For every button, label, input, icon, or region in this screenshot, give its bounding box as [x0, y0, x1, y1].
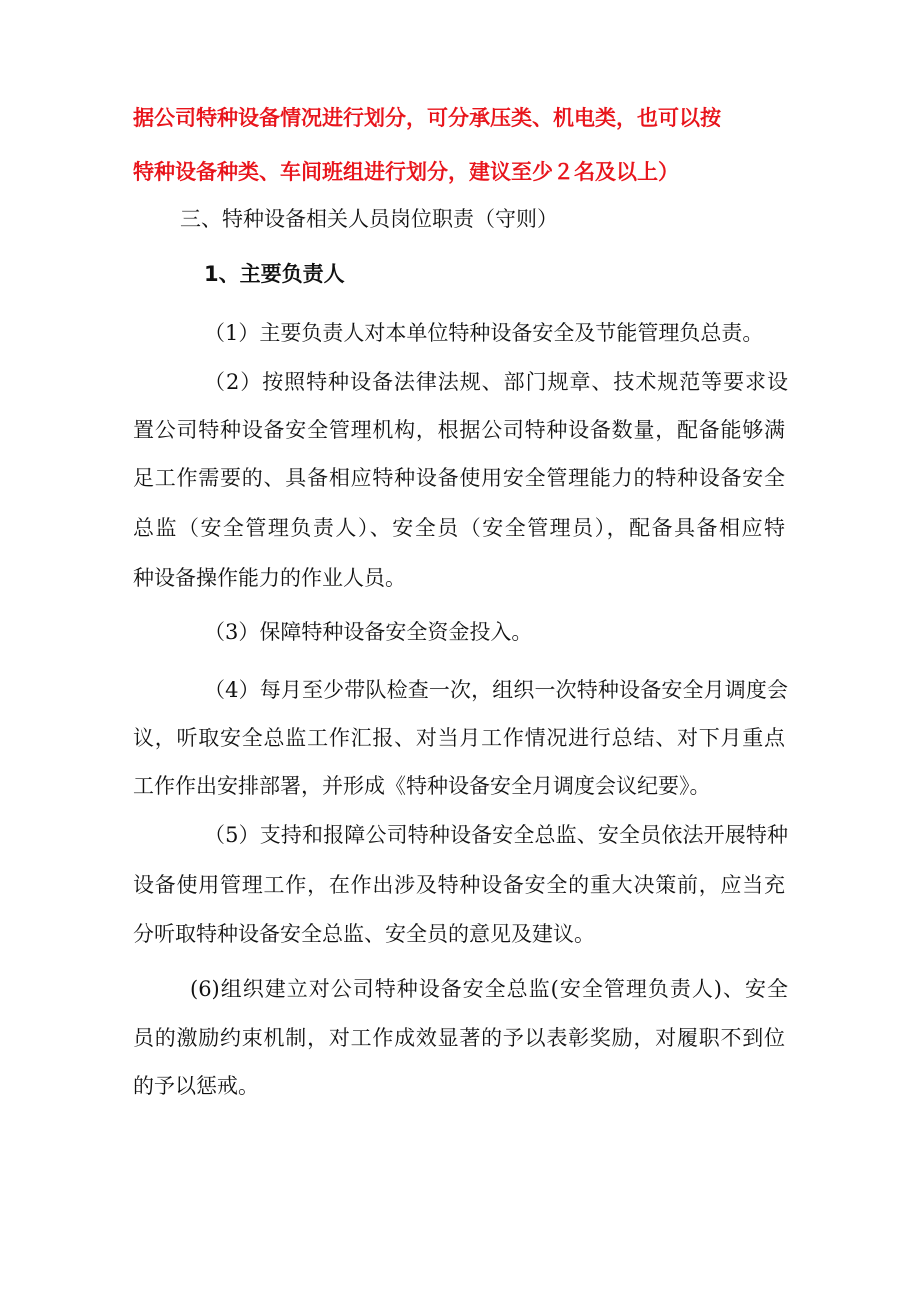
item-2-line-2: 置公司特种设备安全管理机构，根据公司特种设备数量，配备能够满: [133, 418, 785, 442]
item-2-line-5: 种设备操作能力的作业人员。: [133, 566, 406, 590]
item-1: （1）主要负责人对本单位特种设备安全及节能管理负总责。: [204, 321, 764, 345]
intro-line-1: 据公司特种设备情况进行划分，可分承压类、机电类，也可以按: [133, 106, 721, 130]
item-2-line-3: 足工作需要的、具备相应特种设备使用安全管理能力的特种设备安全: [133, 466, 785, 490]
item-5-line-2: 设备使用管理工作，在作出涉及特种设备安全的重大决策前，应当充: [133, 873, 785, 897]
item-3: （3）保障特种设备安全资金投入。: [204, 620, 533, 644]
item-5-line-1: （5）支持和报障公司特种设备安全总监、安全员依法开展特种: [204, 823, 788, 847]
intro-line-2: 特种设备种类、车间班组进行划分，建议至少２名及以上）: [133, 160, 679, 184]
item-6-line-1: (6)组织建立对公司特种设备安全总监(安全管理负责人)、安全: [190, 977, 788, 1001]
item-4-line-3: 工作作出安排部署，并形成《特种设备安全月调度会议纪要》。: [133, 774, 711, 798]
item-2-line-4: 总监（安全管理负责人）、安全员（安全管理员），配备具备相应特: [133, 516, 785, 540]
item-2-line-1: （2）按照特种设备法律法规、部门规章、技术规范等要求设: [204, 370, 788, 394]
item-6-line-3: 的予以惩戒。: [133, 1074, 259, 1098]
item-4-line-2: 议，听取安全总监工作汇报、对当月工作情况进行总结、对下月重点: [133, 726, 785, 750]
item-6-line-2: 员的激励约束机制，对工作成效显著的予以表彰奖励，对履职不到位: [133, 1026, 785, 1050]
item-5-line-3: 分听取特种设备安全总监、安全员的意见及建议。: [133, 922, 595, 946]
section-title: 三、特种设备相关人员岗位职责（守则）: [180, 207, 558, 231]
subsection-title: 1、主要负责人: [204, 262, 345, 286]
item-4-line-1: （4）每月至少带队检查一次，组织一次特种设备安全月调度会: [204, 678, 788, 702]
